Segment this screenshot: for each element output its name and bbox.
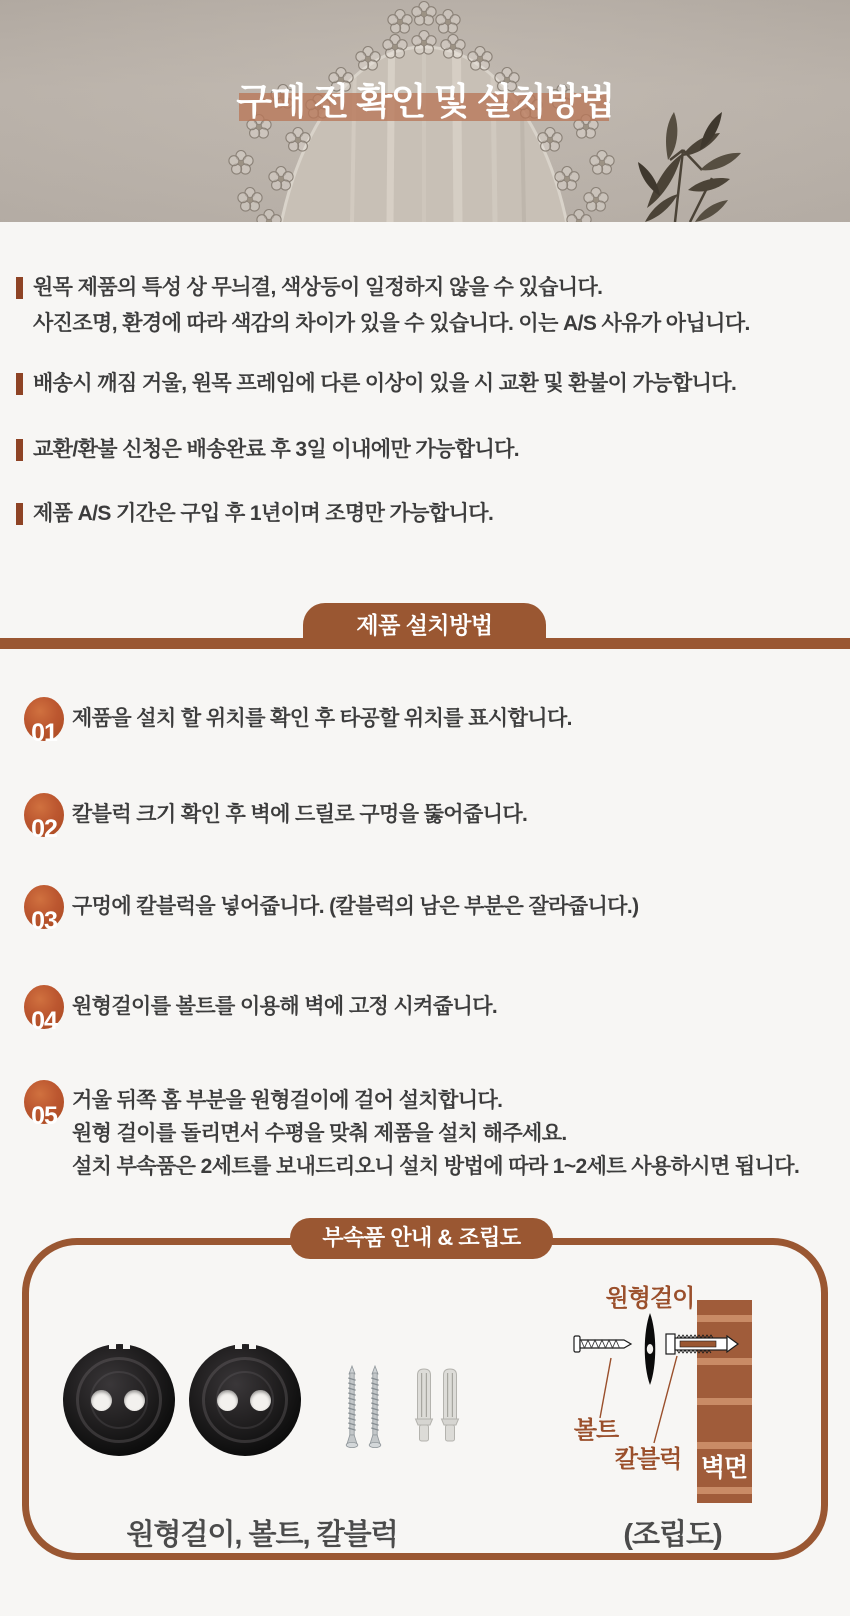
- notice-line: 사진조명, 환경에 따라 색감의 차이가 있을 수 있습니다. 이는 A/S 사유가 아닙니다.: [33, 312, 750, 335]
- notice-item: [16, 496, 493, 532]
- step-text: 칼블럭 크기 확인 후 벽에 드릴로 구멍을 뚫어줍니다.: [72, 803, 528, 826]
- step-number-badge: 05: [24, 1080, 64, 1124]
- page-title: 구매 전 확인 및 설치방법: [236, 81, 614, 122]
- notice-line: 제품 A/S 기간은 구입 후 1년이며 조명만 가능합니다.: [33, 502, 494, 525]
- notice-bar: [16, 277, 23, 299]
- diagram-label-anchor: 칼블럭: [614, 1446, 682, 1473]
- step-number-badge: 04: [24, 985, 64, 1029]
- anchor-leader-line: [654, 1356, 677, 1443]
- section-tab-accessories: 부속품 안내 & 조립도: [290, 1218, 553, 1259]
- diagram-label-hanger: 원형걸이: [605, 1285, 695, 1312]
- hanger-image: [63, 1344, 175, 1456]
- step-text: 구멍에 칼블럭을 넣어줍니다. (칼블럭의 남은 부분은 잘라줍니다.): [72, 895, 639, 918]
- wall-label: 벽면: [700, 1454, 748, 1482]
- bolt-leader-line: [600, 1358, 611, 1418]
- assembly-diagram: [550, 1280, 790, 1525]
- section-divider-bar: [0, 638, 850, 649]
- header-photo: [0, 0, 850, 222]
- notice-item: [16, 432, 519, 468]
- round-hanger-illustration: [645, 1313, 656, 1385]
- step-number-badge: 03: [24, 885, 64, 929]
- notice-line: 원목 제품의 특성 상 무늬결, 색상등이 일정하지 않을 수 있습니다.: [33, 276, 603, 299]
- hanger-image: [189, 1344, 301, 1456]
- notice-bar: [16, 503, 23, 525]
- step-text: 원형걸이를 볼트를 이용해 벽에 고정 시켜줍니다.: [72, 995, 498, 1018]
- screws-plugs-image: [332, 1358, 482, 1463]
- step-text: 거울 뒤쪽 홈 부분을 원형걸이에 걸어 설치합니다. 원형 걸이를 돌리면서 수평을 맞춰 제품을 설치 해주세요. 설치 부속품은 2세트를 보내드리오니 설치 방법에 따라 1~2세트 사용하시면 됩니다.: [72, 1089, 800, 1178]
- bolt-illustration: [574, 1336, 631, 1352]
- section-tab-install: 제품 설치방법: [303, 603, 546, 649]
- accessories-caption-left: 원형걸이, 볼트, 칼블럭: [126, 1519, 398, 1551]
- plant-illustration: [638, 112, 741, 222]
- step-number-badge: 01: [24, 697, 64, 741]
- accessories-caption-right: (조립도): [623, 1519, 722, 1551]
- notice-bar: [16, 373, 23, 395]
- anchor-illustration: [666, 1334, 738, 1354]
- notice-item: [16, 366, 736, 402]
- notice-bar: [16, 439, 23, 461]
- notice-line: 교환/환불 신청은 배송완료 후 3일 이내에만 가능합니다.: [33, 438, 520, 461]
- step-text: 제품을 설치 할 위치를 확인 후 타공할 위치를 표시합니다.: [72, 707, 572, 730]
- notice-item: [16, 270, 750, 342]
- diagram-label-bolt: 볼트: [573, 1417, 619, 1444]
- step-number-badge: 02: [24, 793, 64, 837]
- notice-line: 배송시 깨짐 거울, 원목 프레임에 다른 이상이 있을 시 교환 및 환불이 가능합니다.: [33, 372, 737, 395]
